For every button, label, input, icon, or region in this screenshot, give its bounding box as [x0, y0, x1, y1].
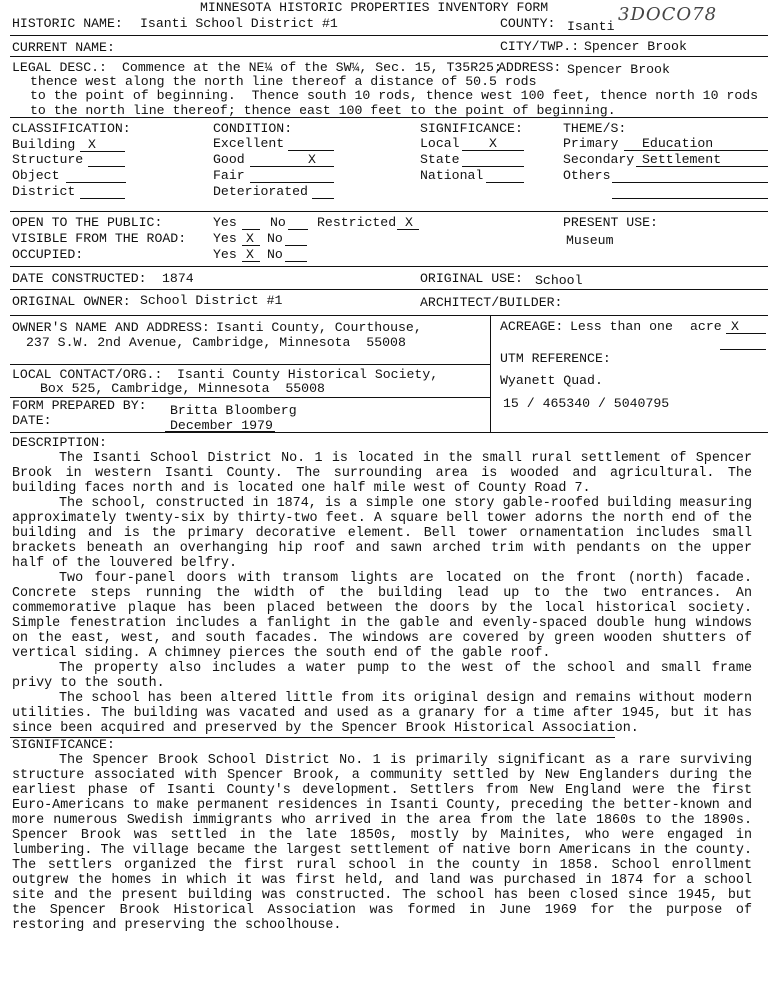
classification-building: Building — [12, 137, 76, 152]
condition-fair: Fair — [213, 168, 245, 183]
local-contact-label: LOCAL CONTACT/ORG.: — [12, 367, 163, 382]
prepared-by-label: FORM PREPARED BY: — [12, 398, 147, 413]
original-use-label: ORIGINAL USE: — [420, 271, 523, 286]
legal-desc-line-4: to the north line thereof; thence east 100 feet to the point of beginning. — [30, 103, 616, 118]
date-constructed-label: DATE CONSTRUCTED: — [12, 271, 147, 286]
open-public-yes: Yes — [213, 215, 237, 230]
significance-level-label: SIGNIFICANCE: — [420, 121, 523, 136]
legal-desc-line-2: thence west along the north line thereof a distance of 50.5 rods — [30, 74, 537, 89]
classification-object: Object — [12, 168, 60, 183]
acreage-value: Less than one — [570, 319, 673, 334]
utm-label: UTM REFERENCE: — [500, 351, 611, 366]
prepared-by-value: Britta Bloomberg — [170, 403, 297, 418]
open-public-restricted-mark: X — [405, 215, 413, 230]
local-contact-line-2: Box 525, Cambridge, Minnesota 55008 — [40, 381, 325, 396]
visible-road-label: VISIBLE FROM THE ROAD: — [12, 231, 187, 246]
utm-quad: Wyanett Quad. — [500, 373, 603, 388]
theme-others-label: Others — [563, 168, 611, 183]
theme-primary-value: Education — [642, 136, 714, 151]
significance-label: SIGNIFICANCE: — [12, 737, 115, 752]
historic-name-value: Isanti School District #1 — [140, 16, 338, 31]
address-label: ADDRESS: — [498, 60, 562, 75]
original-owner-label: ORIGINAL OWNER: — [12, 294, 131, 309]
owner-line-2: 237 S.W. 2nd Avenue, Cambridge, Minnesota 55008 — [26, 335, 406, 350]
visible-road-no: No — [267, 231, 283, 246]
owner-line-1: Isanti County, Courthouse, — [216, 320, 422, 335]
acreage-mark: X — [731, 319, 739, 334]
present-use-value: Museum — [566, 233, 614, 248]
handwritten-stamp: 3DOCO78 — [618, 4, 718, 25]
county-label: COUNTY: — [500, 16, 556, 31]
theme-primary-label: Primary — [563, 136, 619, 151]
original-owner-value: School District #1 — [140, 293, 283, 308]
condition-good: Good — [213, 152, 245, 167]
local-contact-line-1: Isanti County Historical Society, — [177, 367, 439, 382]
open-public-no: No — [270, 215, 286, 230]
present-use-label: PRESENT USE: — [563, 215, 658, 230]
acreage-label: ACREAGE: — [500, 319, 564, 334]
city-value: Spencer Brook — [584, 39, 687, 54]
theme-secondary-label: Secondary — [563, 152, 635, 167]
description-paragraph: The property also includes a water pump to the west of the school and small frame privy to the south. — [12, 661, 752, 691]
current-name-label: CURRENT NAME: — [12, 40, 115, 55]
occupied-label: OCCUPIED: — [12, 247, 84, 262]
address-value: Spencer Brook — [567, 62, 670, 77]
form-title: MINNESOTA HISTORIC PROPERTIES INVENTORY FORM — [200, 0, 549, 15]
significance-body — [12, 753, 752, 933]
theme-secondary-value: Settlement — [642, 152, 722, 167]
date-constructed-value: 1874 — [162, 271, 194, 286]
open-public-label: OPEN TO THE PUBLIC: — [12, 215, 163, 230]
legal-desc-label: LEGAL DESC.: — [12, 60, 107, 75]
classification-district: District — [12, 184, 76, 199]
architect-label: ARCHITECT/BUILDER: — [420, 295, 563, 310]
legal-desc-line-3: to the point of beginning. Thence south 10 rods, thence west 100 feet, thence north 10 rods — [30, 88, 759, 103]
description-paragraph: Two four-panel doors with transom lights are located on the front (north) facade. Concrete steps running the width of the building lead up to the two entrances. An commemorative plaque has been placed between the doors by the local historical society. Simple fenestration includes a fanlight in the gable and evenly-spaced double hung windows on the east, west, and south facades. The windows are covered by green wooden shutters of vertical siding. A chimney pierces the south end of the gable roof. — [12, 571, 752, 661]
county-value: Isanti — [567, 19, 615, 34]
condition-label: CONDITION: — [213, 121, 293, 136]
visible-road-yes: Yes — [213, 231, 237, 246]
date-value: December 1979 — [170, 418, 273, 433]
significance-national: National — [420, 168, 484, 183]
historic-name-label: HISTORIC NAME: — [12, 16, 123, 31]
city-label: CITY/TWP.: — [500, 39, 580, 54]
significance-local-mark: X — [489, 136, 497, 151]
acreage-acre-label: acre — [690, 319, 722, 334]
occupied-no: No — [267, 247, 283, 262]
description-paragraph: The Isanti School District No. 1 is located in the small rural settlement of Spencer Brook in western Isanti County. The surrounding area is wooded and agricultural. The building faces north and is located one half mile west of County Road 7. — [12, 451, 752, 496]
occupied-yes-mark: X — [246, 247, 254, 262]
classification-building-mark: X — [88, 137, 96, 152]
original-use-value: School — [535, 273, 583, 288]
themes-label: THEME/S: — [563, 121, 627, 136]
significance-paragraph: The Spencer Brook School District No. 1 is primarily significant as a rare surviving structure associated with Spencer Brook, a community settled by New Englanders during the earliest phase of Isanti County's development. Settlers from New England were the first Euro-Americans to make permanent residences in Isanti County, preceding the better-known and more numerous Swedish immigrants who arrived in the area from the late 1860s to the 1890s. Spencer Brook was settled in the late 1850s, mostly by Mainites, who were engaged in lumbering. The village became the largest settlement of native born Americans in the county. The settlers organized the first rural school in the county in 1858. School enrollment outgrew the homes in which it was first held, and land was purchased in 1874 for a school site and the present building was constructed. The school has been closed since 1945, but the Spencer Brook Historical Association was formed in June 1969 for the purpose of restoring and preserving the schoolhouse. — [12, 753, 752, 933]
legal-desc-line-1: Commence at the NE¼ of the SW¼, Sec. 15, T35R25; — [122, 60, 502, 75]
condition-excellent: Excellent — [213, 136, 285, 151]
date-label: DATE: — [12, 413, 52, 428]
significance-local: Local — [420, 136, 460, 151]
description-paragraph: The school, constructed in 1874, is a simple one story gable-roofed building measuring approximately twenty-six by thirty-two feet. A square bell tower adorns the north end of the building and is the primary decorative element. Bell tower ornamentation includes small brackets beneath an overhanging hip roof and sawn arched trim with pendants on the upper half of the louvered belfry. — [12, 496, 752, 571]
classification-structure: Structure — [12, 152, 84, 167]
open-public-restricted: Restricted — [317, 215, 397, 230]
utm-coords: 15 / 465340 / 5040795 — [503, 396, 670, 411]
description-body — [12, 451, 752, 736]
condition-deteriorated: Deteriorated — [213, 184, 308, 199]
classification-label: CLASSIFICATION: — [12, 121, 131, 136]
condition-good-mark: X — [308, 152, 316, 167]
visible-road-yes-mark: X — [246, 231, 254, 246]
owner-label: OWNER'S NAME AND ADDRESS: — [12, 320, 210, 335]
description-label: DESCRIPTION: — [12, 435, 107, 450]
significance-state: State — [420, 152, 460, 167]
occupied-yes: Yes — [213, 247, 237, 262]
description-paragraph: The school has been altered little from its original design and remains without modern utilities. The building was vacated and used as a granary for a time after 1945, but it has since been acquired and preserved by the Spencer Brook Historical Association. — [12, 691, 752, 736]
